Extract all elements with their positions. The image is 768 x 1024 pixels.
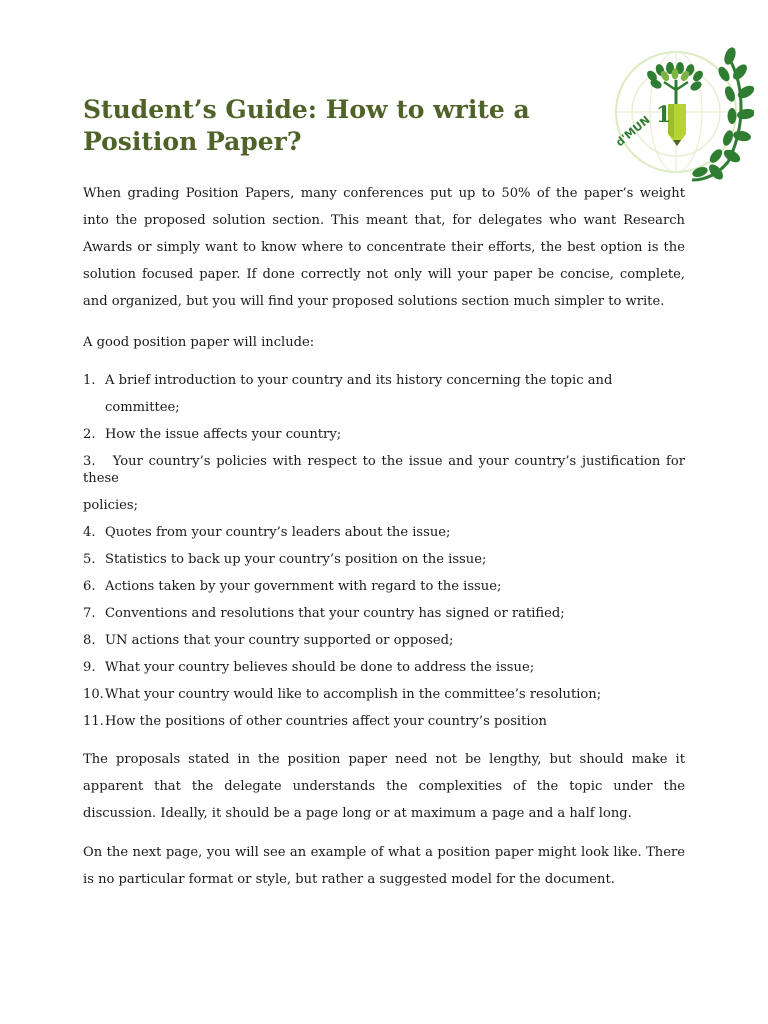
list-item [83,681,685,708]
list-number: 6. [83,579,96,594]
list-number: 1. [83,373,96,388]
list-number: 2. [83,427,96,442]
list-number: 4. [83,525,96,540]
list-text: Quotes from your country’s leaders about the issue; [105,525,451,540]
laurel-tree-icon [612,46,754,184]
page-title: Student’s Guide: How to write a Position Paper? [83,95,530,156]
intro-paragraph: When grading Position Papers, many conferences put up to 50% of the paper’s weight into the proposed solution section. This meant that, for delegates who want Research Awards or simply want to know where to concentrate their efforts, the best option is the solution focused paper. If done correctly not only will your paper be concise, complete, and organized, but you will find your proposed solutions section much simpler to write. [83,186,685,309]
list-number: 10. [83,687,104,702]
list-item [83,573,685,600]
list-item [83,654,685,681]
list-text: UN actions that your country supported or opposed; [105,633,454,648]
closing-paragraph: On the next page, you will see an example of what a position paper might look like. There is no particular format or style, but rather a suggested model for the document. [83,845,685,887]
list-text: What your country would like to accomplish in the committee’s resolution; [105,687,602,702]
list-item [83,627,685,654]
list-text: How the positions of other countries affect your country’s position [105,714,547,729]
list-number: 11. [83,714,104,729]
include-heading: A good position paper will include: [83,335,315,350]
list-item [83,421,685,448]
logo-wordmark: d'MUN [613,113,653,150]
list-text-continuation: policies; [83,498,139,513]
list-text: Conventions and resolutions that your country has signed or ratified; [105,606,565,621]
list-item [83,519,685,546]
list-text: Statistics to back up your country’s position on the issue; [105,552,487,567]
proposals-paragraph: The proposals stated in the position paper need not be lengthy, but should make it apparent that the delegate understands the complexities of the topic under the discussion. Ideally, it should be a page long or at maximum a page and a half long. [83,752,685,821]
list-text: How the issue affects your country; [105,427,342,442]
requirements-list [83,367,685,735]
list-item [83,546,685,573]
list-item [83,448,685,492]
list-text: Actions taken by your government with regard to the issue; [105,579,502,594]
list-text: A brief introduction to your country and its history concerning the topic and committee; [105,373,613,415]
document-body [83,180,685,893]
list-item [83,600,685,627]
list-text: What your country believes should be done to address the issue; [105,660,535,675]
list-number: 7. [83,606,96,621]
list-item [83,708,685,735]
list-number: 3. [83,454,96,469]
list-number: 8. [83,633,96,648]
list-item-continuation [83,492,685,519]
list-number: 9. [83,660,96,675]
list-number: 5. [83,552,96,567]
list-item [83,367,685,421]
list-text: Your country’s policies with respect to the issue and your country’s justification for these [83,454,685,486]
svg-text:1: 1 [656,102,672,128]
dmun-logo [612,46,754,184]
